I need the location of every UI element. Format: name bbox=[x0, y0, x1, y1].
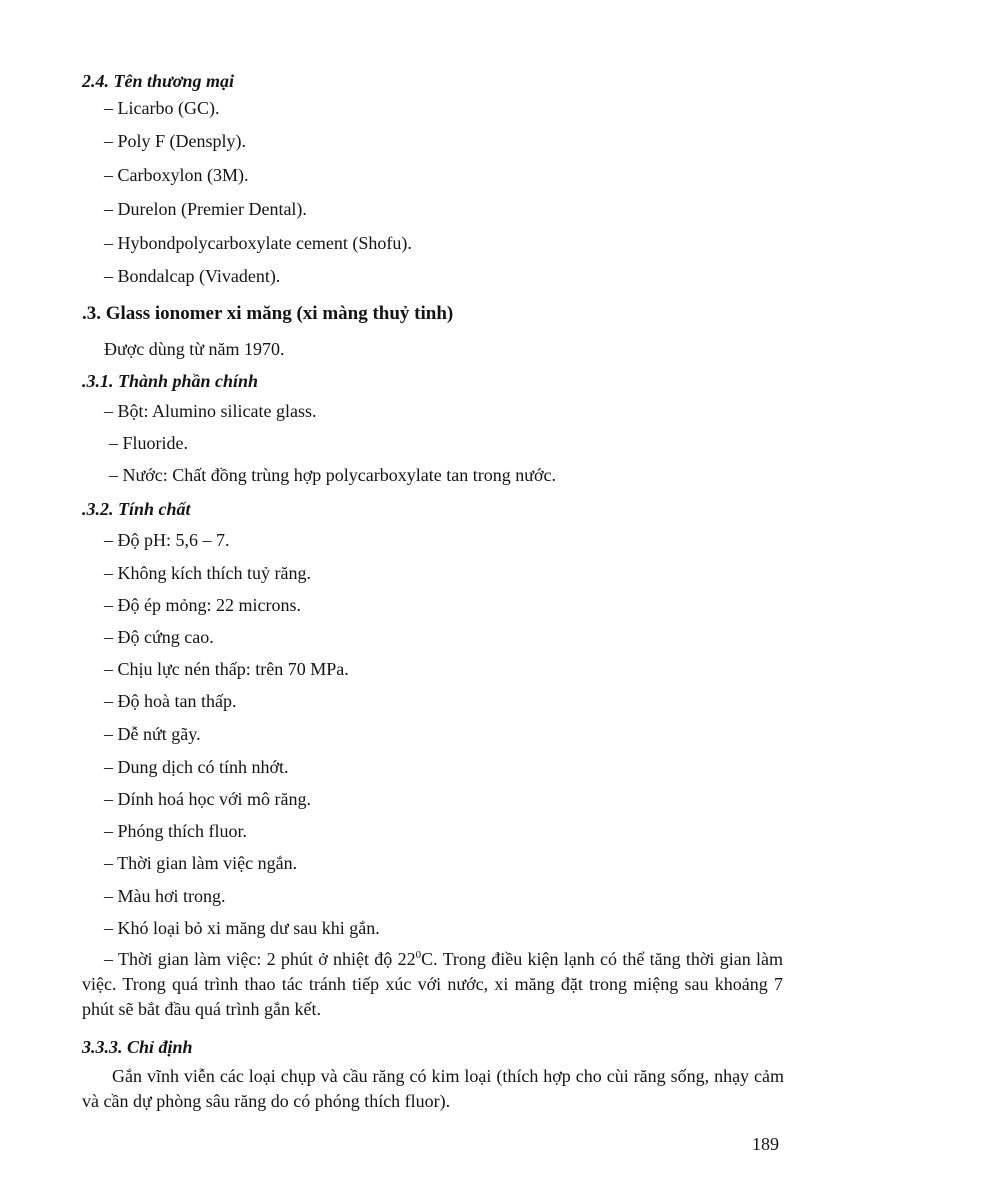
list-item: – Dễ nứt gãy. bbox=[104, 724, 201, 744]
section-3-heading: .3. Glass ionomer xi măng (xi màng thuỷ tinh) bbox=[82, 303, 454, 324]
list-item: – Bột: Alumino silicate glass. bbox=[104, 401, 317, 421]
paragraph-text: – Thời gian làm việc: 2 phút ở nhiệt độ 22 bbox=[104, 949, 416, 969]
section-3-1-heading: .3.1. Thành phần chính bbox=[82, 371, 259, 391]
list-item: – Nước: Chất đồng trùng hợp polycarboxylate tan trong nước. bbox=[109, 465, 556, 485]
section-3-2-heading: .3.2. Tính chất bbox=[82, 499, 191, 519]
section-3-intro: Được dùng từ năm 1970. bbox=[104, 339, 285, 359]
list-item: – Poly F (Densply). bbox=[104, 131, 247, 151]
list-item: – Dính hoá học với mô răng. bbox=[104, 789, 311, 809]
list-item: – Độ ép mỏng: 22 microns. bbox=[104, 595, 301, 615]
list-item: – Licarbo (GC). bbox=[104, 98, 220, 118]
list-item: – Phóng thích fluor. bbox=[104, 821, 247, 841]
paragraph-text: C. Trong điều kiện lạnh có thể tăng thời gian làm việc. Trong quá trình thao tác tránh tiếp xúc với nước, xi măng đặt trong miệng sau khoảng 7 phút sẽ bắt đầu quá trình gắn kết. bbox=[82, 949, 783, 1019]
list-item: – Bondalcap (Vivadent). bbox=[104, 266, 281, 286]
indication-paragraph: Gắn vĩnh viễn các loại chụp và cầu răng có kim loại (thích hợp cho cùi răng sống, nhạy cảm và cần dự phòng sâu răng do có phóng thích fluor). bbox=[82, 1066, 784, 1111]
list-item: – Màu hơi trong. bbox=[104, 886, 226, 906]
list-item: – Hybondpolycarboxylate cement (Shofu). bbox=[104, 233, 412, 253]
list-item: – Fluoride. bbox=[109, 433, 188, 453]
page-number: 189 bbox=[752, 1134, 779, 1154]
list-item: – Durelon (Premier Dental). bbox=[104, 199, 307, 219]
list-item: – Không kích thích tuỷ răng. bbox=[104, 563, 311, 583]
list-item: – Carboxylon (3M). bbox=[104, 165, 249, 185]
section-2-4-heading: 2.4. Tên thương mại bbox=[82, 71, 234, 91]
superscript-degree: 0 bbox=[415, 949, 422, 961]
list-item: – Thời gian làm việc ngắn. bbox=[104, 853, 298, 873]
list-item: – Chịu lực nén thấp: trên 70 MPa. bbox=[104, 659, 349, 679]
list-item: – Độ pH: 5,6 – 7. bbox=[104, 530, 230, 550]
list-item: – Dung dịch có tính nhớt. bbox=[104, 757, 289, 777]
list-item: – Độ cứng cao. bbox=[104, 627, 214, 647]
section-3-3-3-heading: 3.3.3. Chỉ định bbox=[82, 1037, 193, 1057]
list-item: – Khó loại bỏ xi măng dư sau khi gắn. bbox=[104, 918, 380, 938]
list-item: – Độ hoà tan thấp. bbox=[104, 691, 237, 711]
working-time-paragraph bbox=[82, 947, 783, 1022]
